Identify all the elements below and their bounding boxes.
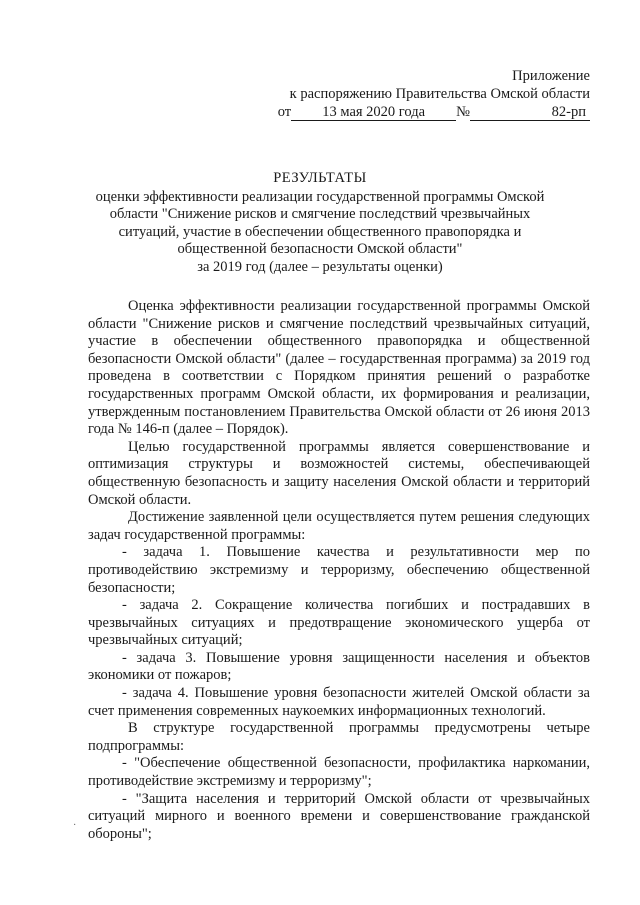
title-line-2: области "Снижение рисков и смягчение последствий чрезвычайных: [109, 206, 531, 223]
number-label: №: [456, 104, 470, 120]
title-heading: РЕЗУЛЬТАТЫ: [273, 170, 367, 186]
order-date-line: [278, 104, 590, 122]
title-line-5: за 2019 год (далее – результаты оценки): [197, 258, 443, 275]
paragraph-goal: Целью государственной программы является совершенствование и оптимизация структуры и возможностей системы, обеспечивающей общественную безопасность и защиту населения Омской области и территорий Омской области.: [88, 438, 590, 508]
title-line-3: ситуаций, участие в обеспечении общественного правопорядка и: [118, 223, 522, 240]
appendix-label: Приложение: [512, 68, 590, 84]
order-number: 82-рп: [470, 105, 590, 121]
title-line-4: общественной безопасности Омской области": [177, 241, 463, 258]
document-title: [60, 170, 580, 277]
margin-mark: ·: [73, 820, 77, 831]
task-item-2: - задача 2. Сокращение количества погибших и пострадавших в чрезвычайных ситуациях и предотвращение экономического ущерба от чрезвычайных ситуаций;: [88, 597, 590, 649]
title-line-1: оценки эффективности реализации государственной программы Омской: [95, 188, 545, 205]
subprogram-item-1: - "Обеспечение общественной безопасности, профилактика наркомании, противодействие экстремизму и терроризму";: [88, 755, 590, 790]
from-label: от: [277, 104, 292, 120]
document-body: [88, 298, 590, 843]
paragraph-achievement: Достижение заявленной цели осуществляется путем решения следующих задач государственной программы:: [88, 509, 590, 543]
subprogram-item-2: - "Защита населения и территорий Омской области от чрезвычайных ситуаций мирного и военного времени и совершенствование гражданской обороны";: [88, 790, 590, 842]
order-date: 13 мая 2020 года: [291, 105, 456, 121]
task-item-4: - задача 4. Повышение уровня безопасности жителей Омской области за счет применения современных наукоемких информационных технологий.: [88, 685, 590, 719]
paragraph-evaluation: Оценка эффективности реализации государственной программы Омской области "Снижение рисков и смягчение последствий чрезвычайных ситуаций, участие в обеспечении общественного правопорядка и общественной безопасности Омской области" (далее – государственная программа) за 2019 год проведена в соответствии с Порядком принятия решений о разработке государственных программ Омской области, их формирования и реализации, утвержденным постановлением Правительства Омской области от 26 июня 2013 года № 146-п (далее – Порядок).: [88, 298, 590, 438]
appendix-to: к распоряжению Правительства Омской области: [289, 85, 590, 102]
task-item-3: - задача 3. Повышение уровня защищенности населения и объектов экономики от пожаров;: [88, 649, 590, 684]
paragraph-subprograms: В структуре государственной программы предусмотрены четыре подпрограммы:: [88, 720, 590, 754]
task-item-1: - задача 1. Повышение качества и результативности мер по противодействию экстремизму и терроризму, обеспечению общественной безопасности;: [88, 544, 590, 596]
appendix-header: [278, 68, 590, 122]
